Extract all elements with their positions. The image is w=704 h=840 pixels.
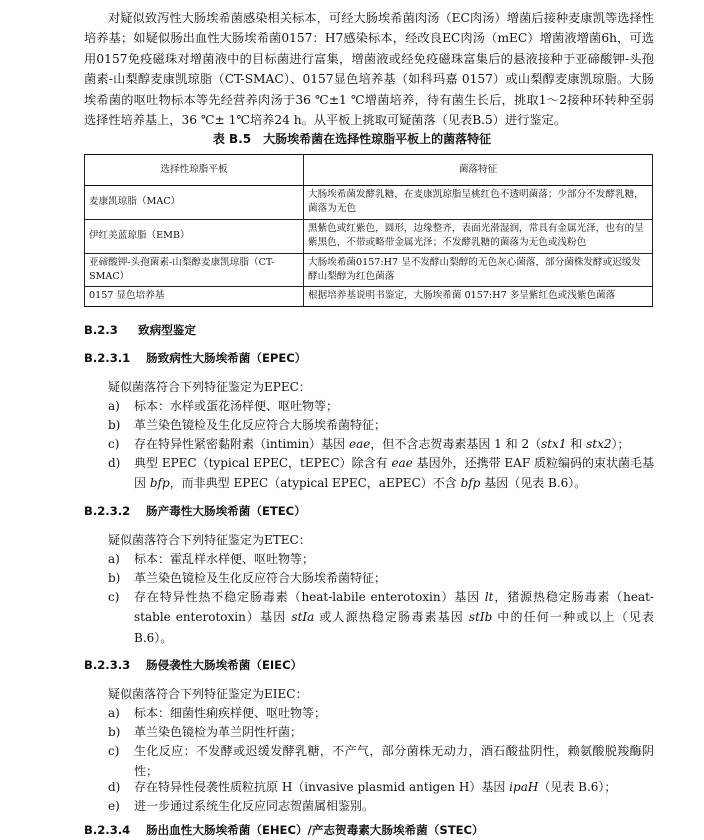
gene-name: stx2 <box>586 437 612 451</box>
section-heading-etec <box>84 503 306 519</box>
list-label: a) <box>108 552 120 566</box>
list-text: 生化反应：不发酵或迟缓发酵乳糖，不产气，部分菌株无动力，酒石酸盐阴性，赖氨酸脱羧酶阴性； <box>134 744 654 779</box>
list-text <box>134 777 654 797</box>
gene-name: stIb <box>468 610 493 625</box>
list-text: 革兰染色镜检及生化反应符合大肠埃希菌特征； <box>134 418 387 432</box>
text-run: （见表 B.6）； <box>538 780 617 794</box>
gene-name: bfp <box>149 476 170 491</box>
list-item <box>108 568 654 588</box>
table-cell-feature: 大肠埃希菌发酵乳糖，在麦康凯琼脂呈桃红色不透明菌落；少部分不发酵乳糖，菌落为无色 <box>304 186 653 220</box>
list-label: a) <box>108 399 120 413</box>
table-cell-medium: 伊红美蓝琼脂（EMB） <box>85 219 304 253</box>
section-title: 肠致病性大肠埃希菌（EPEC） <box>146 351 307 365</box>
text-run: 存在特异性侵袭性质粒抗原 H（invasive plasmid antigen H）基因 <box>134 780 510 794</box>
etec-lead: 疑似菌落符合下列特征鉴定为ETEC： <box>108 533 311 547</box>
colony-characteristics-table <box>84 154 653 307</box>
intro-paragraph: 对疑似致泻性大肠埃希菌感染相关标本，可经大肠埃希菌肉汤（EC肉汤）增菌后接种麦康凯等选择性培养基；如疑似肠出血性大肠埃希菌0157：H7感染标本，经改良EC肉汤（mEC）增菌液增菌6h，可选用0157免疫磁珠对增菌液中的目标菌进行富集，增菌液或经免疫磁珠富集后的悬液接种于亚碲酸钾-头孢菌素-山梨醇麦康凯琼脂（CT-SMAC）、0157显色培养基（如科玛嘉 0157）或山梨醇麦康凯琼脂。大肠埃希菌的呕吐物标本等先经营养肉汤于36 ℃±1 ℃增菌培养，待有菌生长后，挑取1～2接种环转种至弱选择性培养基上，36 ℃± 1℃培养24 h。从平板上挑取可疑菌落（见表B.5）进行鉴定。 <box>84 11 654 128</box>
list-item <box>108 415 654 435</box>
section-title: 肠侵袭性大肠埃希菌（EIEC） <box>146 658 303 672</box>
epec-lead: 疑似菌落符合下列特征鉴定为EPEC： <box>108 380 311 394</box>
table-row <box>85 219 653 253</box>
table-row <box>85 186 653 220</box>
section-number: B.2.3.1 <box>84 351 131 365</box>
table-row <box>85 287 653 306</box>
text-run: ，猪源热稳定肠毒素（heat-stable enterotoxin）基因 <box>134 590 654 625</box>
section-title: 肠产毒性大肠埃希菌（ETEC） <box>146 504 306 518</box>
section-number: B.2.3.4 <box>84 823 131 837</box>
table-header-row <box>85 155 653 186</box>
section-title: 致病型鉴定 <box>138 323 196 337</box>
list-text <box>134 434 654 454</box>
text-run: 存在特异性紧密黏附素（intimin）基因 <box>134 437 349 451</box>
list-label: b) <box>108 571 121 585</box>
section-heading-b23 <box>84 322 196 338</box>
text-run: 或人源热稳定肠毒素基因 <box>314 610 469 625</box>
table-cell-medium: 0157 显色培养基 <box>85 287 304 306</box>
text-run: ）； <box>611 437 630 451</box>
list-text <box>134 587 654 648</box>
eiec-lead: 疑似菌落符合下列特征鉴定为EIEC： <box>108 687 308 701</box>
table-cell-feature: 黑紫色或红紫色，圆形，边缘整齐，表面光滑湿润，常具有金属光泽，也有的呈紫黑色，不带或略带金属光泽；不发酵乳糖的菌落为无色或浅粉色 <box>304 219 653 253</box>
list-text <box>134 453 654 494</box>
section-title: 肠出血性大肠埃希菌（EHEC）/产志贺毒素大肠埃希菌（STEC） <box>146 823 484 837</box>
list-item <box>108 434 654 454</box>
list-label: a) <box>108 706 120 720</box>
list-text: 标本：细菌性痢疾样便、呕吐物等； <box>134 706 327 720</box>
section-heading-epec <box>84 350 306 366</box>
gene-name: stx1 <box>541 437 567 451</box>
text-run: 中的任何一种或以上（见表 B.6）。 <box>134 610 654 645</box>
table-caption: 表 B.5 大肠埃希菌在选择性琼脂平板上的菌落特征 <box>212 132 492 146</box>
list-item <box>108 796 654 816</box>
table-cell-medium: 麦康凯琼脂（MAC） <box>85 186 304 220</box>
list-text: 革兰染色镜检及生化反应符合大肠埃希菌特征； <box>134 571 387 585</box>
section-heading-ehec <box>84 822 484 838</box>
list-item <box>108 453 654 494</box>
list-item <box>108 587 654 648</box>
table-header-medium: 选择性琼脂平板 <box>85 155 304 186</box>
list-item <box>108 777 654 797</box>
table-cell-feature: 大肠埃希菌0157:H7 呈不发酵山梨醇的无色灰心菌落，部分菌株发酵或迟缓发酵山梨醇为红色菌落 <box>304 253 653 287</box>
list-label: b) <box>108 418 121 432</box>
text-run: 和 <box>566 437 587 451</box>
list-text: 革兰染色镜检为革兰阴性杆菌； <box>134 725 303 739</box>
list-label: b) <box>108 725 121 739</box>
section-number: B.2.3.3 <box>84 658 131 672</box>
list-label: d) <box>108 456 121 470</box>
text-run: 基因外，还携带 EAF 质粒编码的束状菌毛基因 <box>134 456 654 491</box>
list-label: c) <box>108 437 120 451</box>
table-row <box>85 253 653 287</box>
list-item <box>108 549 654 569</box>
list-item <box>108 396 654 416</box>
gene-name: lt <box>484 590 494 604</box>
section-heading-eiec <box>84 657 302 673</box>
list-text: 标本：霍乱样水样便、呕吐物等； <box>134 552 315 566</box>
list-item <box>108 703 654 723</box>
list-item <box>108 741 654 782</box>
list-label: c) <box>108 590 120 604</box>
text-run: 基因（见表 B.6）。 <box>480 476 587 491</box>
text-run: 典型 EPEC（typical EPEC，tEPEC）除含有 <box>134 456 392 470</box>
gene-name: stIa <box>291 610 315 625</box>
text-run: ，但不含志贺毒素基因 1 和 2（ <box>370 437 542 451</box>
gene-name: ipaH <box>509 780 539 794</box>
list-label: c) <box>108 744 120 758</box>
list-text: 标本：水样或蛋花汤样便、呕吐物等； <box>134 399 339 413</box>
list-label: e) <box>108 799 120 813</box>
gene-name: eae <box>349 437 371 451</box>
list-text: 进一步通过系统生化反应同志贺菌属相鉴别。 <box>134 799 375 813</box>
text-run: 存在特异性热不稳定肠毒素（heat-labile enterotoxin）基因 <box>134 590 485 604</box>
list-item <box>108 722 654 742</box>
gene-name: bfp <box>460 476 481 491</box>
table-cell-medium: 亚碲酸钾-头孢菌素-山梨醇麦康凯琼脂（CT-SMAC） <box>85 253 304 287</box>
text-run: ，而非典型 EPEC（atypical EPEC，aEPEC）不含 <box>169 476 461 491</box>
list-label: d) <box>108 780 121 794</box>
table-header-feature: 菌落特征 <box>304 155 653 186</box>
section-number: B.2.3.2 <box>84 504 131 518</box>
gene-name: eae <box>391 456 413 470</box>
table-cell-feature: 根据培养基说明书鉴定，大肠埃希菌 0157:H7 多呈紫红色或浅紫色菌落 <box>304 287 653 306</box>
section-number: B.2.3 <box>84 323 118 337</box>
